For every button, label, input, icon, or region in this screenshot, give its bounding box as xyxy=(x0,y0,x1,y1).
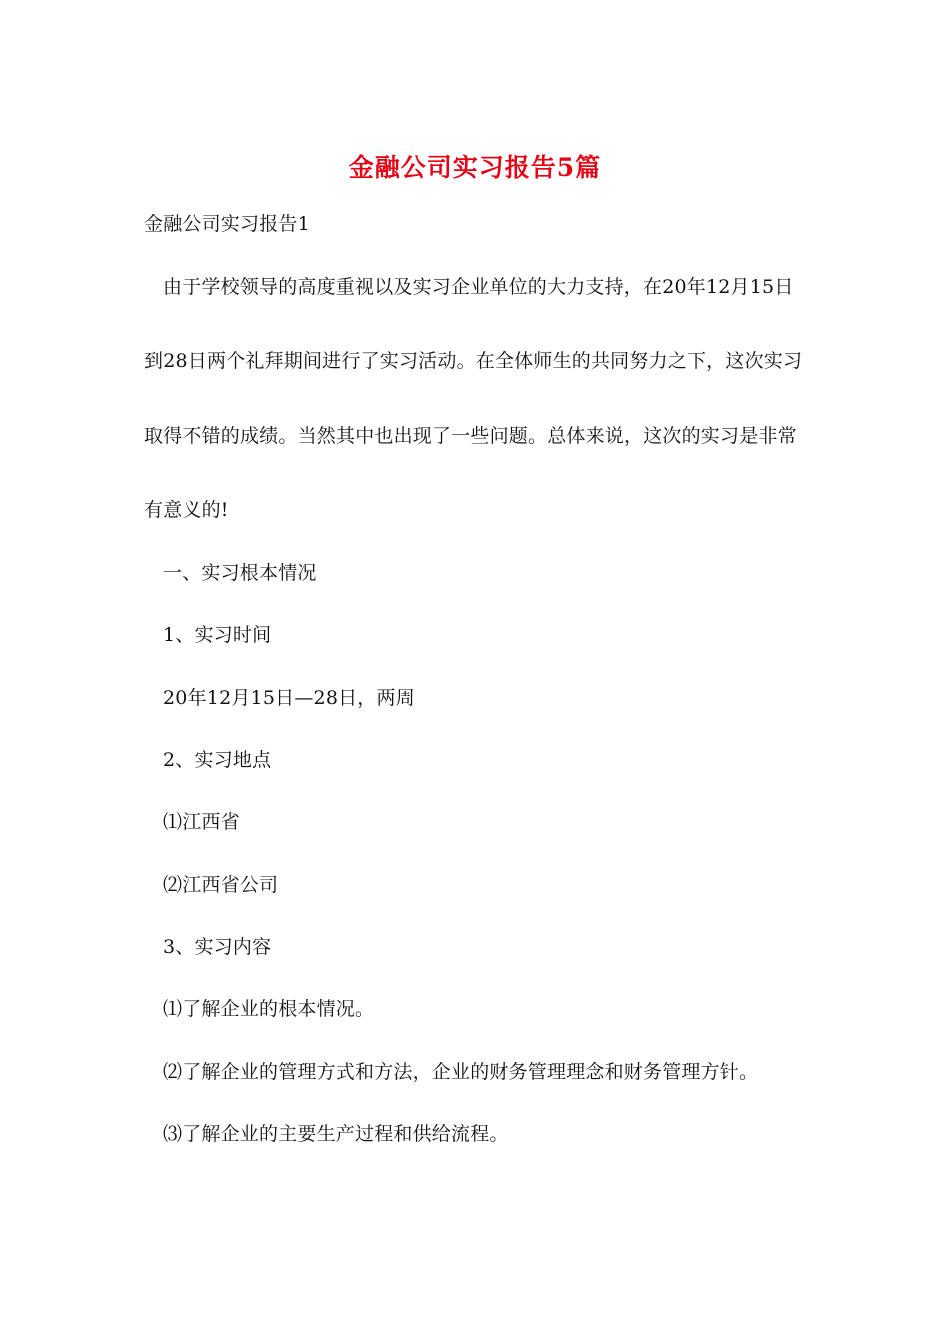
document-title: 金融公司实习报告5篇 xyxy=(348,153,602,182)
list-item: 2、实习地点 xyxy=(163,749,272,771)
list-item: ⑵了解企业的管理方式和方法，企业的财务管理理念和财务管理方针。 xyxy=(163,1061,759,1083)
list-item: ⑵江西省公司 xyxy=(163,874,279,896)
list-item: ⑶了解企业的主要生产过程和供给流程。 xyxy=(163,1123,509,1145)
list-item: 20年12月15日—28日，两周 xyxy=(163,687,415,709)
paragraph-line-2: 到28日两个礼拜期间进行了实习活动。在全体师生的共同努力之下，这次实习 xyxy=(144,350,803,372)
section-heading: 一、实习根本情况 xyxy=(163,562,317,584)
report-subtitle: 金融公司实习报告1 xyxy=(144,213,310,235)
list-item: ⑴江西省 xyxy=(163,811,240,833)
paragraph-line-4: 有意义的! xyxy=(144,499,229,521)
list-item: 1、实习时间 xyxy=(163,624,272,646)
list-item: 3、实习内容 xyxy=(163,936,272,958)
paragraph-line-1: 由于学校领导的高度重视以及实习企业单位的大力支持，在20年12月15日 xyxy=(163,276,794,298)
list-item: ⑴了解企业的根本情况。 xyxy=(163,998,375,1020)
paragraph-line-3: 取得不错的成绩。当然其中也出现了一些问题。总体来说，这次的实习是非常 xyxy=(144,425,797,447)
